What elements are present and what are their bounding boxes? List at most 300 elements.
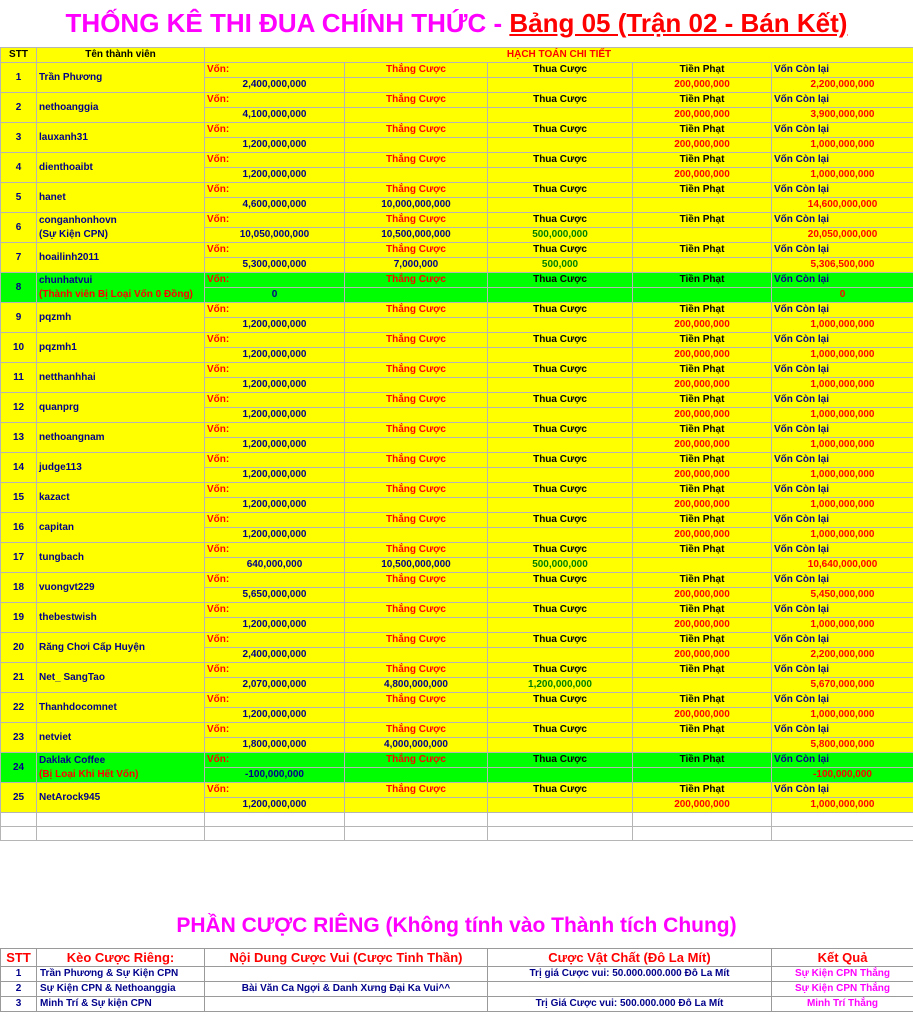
label-capital: Vốn: (205, 603, 345, 618)
label-capital: Vốn: (205, 123, 345, 138)
member-name: netthanhhai (39, 371, 96, 383)
label-loss: Thua Cược (488, 693, 633, 708)
value-capital: 1,200,000,000 (205, 528, 345, 543)
member-label-row (1, 393, 913, 408)
member-stt: 24 (1, 753, 37, 783)
member-label-row (1, 483, 913, 498)
side-bet-material (488, 982, 772, 997)
member-stt: 4 (1, 153, 37, 183)
label-loss: Thua Cược (488, 93, 633, 108)
value-capital: 1,200,000,000 (205, 408, 345, 423)
member-name-cell (37, 273, 205, 303)
label-loss: Thua Cược (488, 123, 633, 138)
member-name-cell (37, 453, 205, 483)
side-bet-content (205, 997, 488, 1012)
value-remaining: -100,000,000 (772, 768, 913, 783)
label-win: Thắng Cược (345, 213, 488, 228)
empty-cell (345, 827, 488, 841)
member-label-row (1, 453, 913, 468)
label-penalty: Tiền Phạt (633, 663, 772, 678)
value-win (345, 318, 488, 333)
value-win (345, 378, 488, 393)
value-penalty: 200,000,000 (633, 378, 772, 393)
label-penalty: Tiền Phạt (633, 123, 772, 138)
member-stt: 11 (1, 363, 37, 393)
side-bet-content: Bài Văn Ca Ngợi & Danh Xưng Đại Ka Vui^^ (205, 982, 488, 997)
value-remaining: 1,000,000,000 (772, 498, 913, 513)
value-loss (488, 738, 633, 753)
member-name-cell (37, 543, 205, 573)
value-win (345, 348, 488, 363)
label-win: Thắng Cược (345, 273, 488, 288)
label-capital: Vốn: (205, 453, 345, 468)
empty-cell (772, 813, 913, 827)
member-label-row (1, 723, 913, 738)
value-loss (488, 648, 633, 663)
label-penalty: Tiền Phạt (633, 753, 772, 768)
empty-cell (205, 827, 345, 841)
value-win (345, 768, 488, 783)
member-name: tungbach (39, 551, 84, 563)
value-capital: 4,600,000,000 (205, 198, 345, 213)
label-remaining: Vốn Còn lại (772, 753, 913, 768)
label-win: Thắng Cược (345, 393, 488, 408)
empty-cell (633, 813, 772, 827)
value-loss (488, 798, 633, 813)
member-name: vuongvt229 (39, 581, 95, 593)
label-win: Thắng Cược (345, 243, 488, 258)
side-bet-stt: 3 (1, 997, 37, 1012)
value-loss (488, 318, 633, 333)
label-remaining: Vốn Còn lại (772, 273, 913, 288)
member-name: hoailinh2011 (39, 251, 100, 263)
value-loss (488, 528, 633, 543)
value-penalty (633, 768, 772, 783)
value-win: 4,800,000,000 (345, 678, 488, 693)
label-capital: Vốn: (205, 423, 345, 438)
label-penalty: Tiền Phạt (633, 453, 772, 468)
side-bet-row (1, 982, 913, 997)
value-loss (488, 498, 633, 513)
label-win: Thắng Cược (345, 513, 488, 528)
member-stt: 3 (1, 123, 37, 153)
value-capital: 5,300,000,000 (205, 258, 345, 273)
side-header-stt: STT (1, 949, 37, 967)
label-loss: Thua Cược (488, 303, 633, 318)
side-bet-result: Sự Kiện CPN Thắng (772, 982, 913, 997)
value-penalty: 200,000,000 (633, 438, 772, 453)
member-stt: 7 (1, 243, 37, 273)
member-name-cell (37, 63, 205, 93)
value-capital: 2,400,000,000 (205, 78, 345, 93)
label-remaining: Vốn Còn lại (772, 483, 913, 498)
member-name-cell (37, 183, 205, 213)
side-bet-pair: Trần Phương & Sự Kiện CPN (37, 967, 205, 982)
empty-cell (1, 827, 37, 841)
header-member-name: Tên thành viên (37, 48, 205, 63)
label-penalty: Tiền Phạt (633, 423, 772, 438)
header-stt: STT (1, 48, 37, 63)
label-win: Thắng Cược (345, 723, 488, 738)
side-bet-stt: 2 (1, 982, 37, 997)
label-penalty: Tiền Phạt (633, 273, 772, 288)
label-penalty: Tiền Phạt (633, 723, 772, 738)
label-remaining: Vốn Còn lại (772, 123, 913, 138)
value-win (345, 408, 488, 423)
value-penalty (633, 288, 772, 303)
member-label-row (1, 783, 913, 798)
value-win (345, 468, 488, 483)
label-penalty: Tiền Phạt (633, 543, 772, 558)
label-penalty: Tiền Phạt (633, 693, 772, 708)
label-win: Thắng Cược (345, 693, 488, 708)
value-remaining: 3,900,000,000 (772, 108, 913, 123)
value-capital: 1,800,000,000 (205, 738, 345, 753)
label-loss: Thua Cược (488, 153, 633, 168)
label-win: Thắng Cược (345, 153, 488, 168)
label-win: Thắng Cược (345, 633, 488, 648)
value-win (345, 438, 488, 453)
member-name: nethoangnam (39, 431, 105, 443)
label-loss: Thua Cược (488, 213, 633, 228)
value-remaining: 1,000,000,000 (772, 318, 913, 333)
label-capital: Vốn: (205, 243, 345, 258)
value-penalty: 200,000,000 (633, 348, 772, 363)
value-remaining: 1,000,000,000 (772, 378, 913, 393)
value-penalty (633, 558, 772, 573)
member-name: conganhonhovn (39, 214, 117, 226)
value-remaining: 2,200,000,000 (772, 648, 913, 663)
member-name: pqzmh (39, 311, 72, 323)
member-name-cell (37, 633, 205, 663)
value-loss (488, 768, 633, 783)
label-capital: Vốn: (205, 153, 345, 168)
label-remaining: Vốn Còn lại (772, 453, 913, 468)
label-remaining: Vốn Còn lại (772, 543, 913, 558)
label-remaining: Vốn Còn lại (772, 423, 913, 438)
member-label-row (1, 753, 913, 768)
member-name-cell (37, 423, 205, 453)
value-loss (488, 108, 633, 123)
member-stt: 1 (1, 63, 37, 93)
label-penalty: Tiền Phạt (633, 93, 772, 108)
value-capital: 5,650,000,000 (205, 588, 345, 603)
value-loss (488, 138, 633, 153)
value-loss (488, 408, 633, 423)
member-name: Thanhdocomnet (39, 701, 117, 713)
member-name: dienthoaibt (39, 161, 93, 173)
empty-cell (633, 827, 772, 841)
member-name-cell (37, 153, 205, 183)
value-remaining: 1,000,000,000 (772, 408, 913, 423)
value-penalty (633, 678, 772, 693)
side-header-result: Kết Quả (772, 949, 913, 967)
label-remaining: Vốn Còn lại (772, 243, 913, 258)
value-penalty: 200,000,000 (633, 408, 772, 423)
value-capital: 0 (205, 288, 345, 303)
member-name-cell (37, 723, 205, 753)
label-penalty: Tiền Phạt (633, 573, 772, 588)
member-label-row (1, 573, 913, 588)
member-name-cell (37, 333, 205, 363)
label-win: Thắng Cược (345, 123, 488, 138)
label-loss: Thua Cược (488, 543, 633, 558)
value-win (345, 528, 488, 543)
value-penalty: 200,000,000 (633, 528, 772, 543)
empty-row (1, 813, 913, 827)
value-penalty: 200,000,000 (633, 138, 772, 153)
label-capital: Vốn: (205, 633, 345, 648)
value-loss (488, 588, 633, 603)
label-remaining: Vốn Còn lại (772, 153, 913, 168)
member-name-cell (37, 783, 205, 813)
value-loss: 500,000,000 (488, 228, 633, 243)
side-bets-title: PHẦN CƯỢC RIÊNG (Không tính vào Thành tích Chung) (0, 906, 913, 946)
label-penalty: Tiền Phạt (633, 633, 772, 648)
value-remaining: 0 (772, 288, 913, 303)
member-stt: 14 (1, 453, 37, 483)
value-penalty: 200,000,000 (633, 708, 772, 723)
member-label-row (1, 183, 913, 198)
label-capital: Vốn: (205, 573, 345, 588)
value-loss (488, 708, 633, 723)
value-win: 10,500,000,000 (345, 558, 488, 573)
side-bet-pair: Minh Trí & Sự kiện CPN (37, 997, 205, 1012)
member-stt: 23 (1, 723, 37, 753)
member-label-row (1, 303, 913, 318)
value-win: 7,000,000 (345, 258, 488, 273)
member-name-cell (37, 303, 205, 333)
member-name-cell (37, 213, 205, 243)
member-stt: 19 (1, 603, 37, 633)
member-stt: 10 (1, 333, 37, 363)
label-capital: Vốn: (205, 273, 345, 288)
label-penalty: Tiền Phạt (633, 63, 772, 78)
label-loss: Thua Cược (488, 393, 633, 408)
label-loss: Thua Cược (488, 423, 633, 438)
label-penalty: Tiền Phạt (633, 153, 772, 168)
label-capital: Vốn: (205, 183, 345, 198)
member-stt: 6 (1, 213, 37, 243)
value-win (345, 168, 488, 183)
label-win: Thắng Cược (345, 573, 488, 588)
member-name: capitan (39, 521, 75, 533)
value-loss: 500,000,000 (488, 558, 633, 573)
value-remaining: 1,000,000,000 (772, 138, 913, 153)
value-capital: 1,200,000,000 (205, 378, 345, 393)
label-penalty: Tiền Phạt (633, 303, 772, 318)
value-remaining: 1,000,000,000 (772, 348, 913, 363)
label-win: Thắng Cược (345, 543, 488, 558)
value-loss (488, 438, 633, 453)
member-label-row (1, 633, 913, 648)
member-stt: 22 (1, 693, 37, 723)
member-name-cell (37, 513, 205, 543)
empty-cell (772, 827, 913, 841)
member-stt: 15 (1, 483, 37, 513)
label-loss: Thua Cược (488, 63, 633, 78)
label-remaining: Vốn Còn lại (772, 213, 913, 228)
value-penalty: 200,000,000 (633, 498, 772, 513)
member-name-cell (37, 363, 205, 393)
empty-cell (488, 813, 633, 827)
label-penalty: Tiền Phạt (633, 393, 772, 408)
label-remaining: Vốn Còn lại (772, 633, 913, 648)
label-capital: Vốn: (205, 393, 345, 408)
label-capital: Vốn: (205, 753, 345, 768)
value-capital: 1,200,000,000 (205, 618, 345, 633)
label-loss: Thua Cược (488, 273, 633, 288)
member-note: (Bị Loại Khi Hết Vốn) (39, 768, 139, 780)
value-remaining: 1,000,000,000 (772, 708, 913, 723)
member-name: hanet (39, 191, 66, 203)
member-label-row (1, 693, 913, 708)
member-name: quanprg (39, 401, 79, 413)
member-label-row (1, 273, 913, 288)
value-remaining: 2,200,000,000 (772, 78, 913, 93)
member-name-cell (37, 603, 205, 633)
member-name: Daklak Coffee (39, 754, 106, 766)
label-win: Thắng Cược (345, 783, 488, 798)
value-capital: 2,070,000,000 (205, 678, 345, 693)
label-capital: Vốn: (205, 723, 345, 738)
value-capital: -100,000,000 (205, 768, 345, 783)
side-bet-pair: Sự Kiện CPN & Nethoanggia (37, 982, 205, 997)
label-remaining: Vốn Còn lại (772, 723, 913, 738)
value-loss (488, 468, 633, 483)
label-remaining: Vốn Còn lại (772, 393, 913, 408)
member-stt: 18 (1, 573, 37, 603)
member-name: pqzmh1 (39, 341, 77, 353)
label-loss: Thua Cược (488, 483, 633, 498)
statistics-table (0, 47, 913, 841)
value-remaining: 5,670,000,000 (772, 678, 913, 693)
label-remaining: Vốn Còn lại (772, 333, 913, 348)
side-bet-row (1, 967, 913, 982)
value-remaining: 1,000,000,000 (772, 438, 913, 453)
member-label-row (1, 663, 913, 678)
member-label-row (1, 93, 913, 108)
value-remaining: 10,640,000,000 (772, 558, 913, 573)
value-remaining: 20,050,000,000 (772, 228, 913, 243)
value-penalty: 200,000,000 (633, 618, 772, 633)
value-win: 10,000,000,000 (345, 198, 488, 213)
value-win: 4,000,000,000 (345, 738, 488, 753)
member-name-cell (37, 93, 205, 123)
side-bet-result: Minh Trí Thắng (772, 997, 913, 1012)
label-loss: Thua Cược (488, 573, 633, 588)
value-capital: 1,200,000,000 (205, 438, 345, 453)
member-stt: 20 (1, 633, 37, 663)
empty-cell (37, 827, 205, 841)
value-penalty (633, 198, 772, 213)
value-win (345, 708, 488, 723)
value-remaining: 1,000,000,000 (772, 168, 913, 183)
value-penalty: 200,000,000 (633, 108, 772, 123)
label-remaining: Vốn Còn lại (772, 183, 913, 198)
label-remaining: Vốn Còn lại (772, 573, 913, 588)
member-name-cell (37, 243, 205, 273)
member-name-cell (37, 753, 205, 783)
label-remaining: Vốn Còn lại (772, 693, 913, 708)
value-penalty: 200,000,000 (633, 318, 772, 333)
value-win (345, 498, 488, 513)
member-stt: 21 (1, 663, 37, 693)
value-loss (488, 198, 633, 213)
member-stt: 2 (1, 93, 37, 123)
value-loss: 1,200,000,000 (488, 678, 633, 693)
label-capital: Vốn: (205, 483, 345, 498)
label-capital: Vốn: (205, 363, 345, 378)
member-name: NetArock945 (39, 791, 101, 803)
empty-cell (345, 813, 488, 827)
label-remaining: Vốn Còn lại (772, 93, 913, 108)
empty-cell (1, 813, 37, 827)
member-label-row (1, 123, 913, 138)
member-label-row (1, 213, 913, 228)
member-name: Răng Chơi Cấp Huyện (39, 641, 146, 653)
label-penalty: Tiền Phạt (633, 183, 772, 198)
member-name: lauxanh31 (39, 131, 88, 143)
value-win (345, 288, 488, 303)
empty-cell (205, 813, 345, 827)
label-capital: Vốn: (205, 513, 345, 528)
label-win: Thắng Cược (345, 303, 488, 318)
value-capital: 1,200,000,000 (205, 708, 345, 723)
value-win (345, 138, 488, 153)
side-bet-result: Sự Kiện CPN Thắng (772, 967, 913, 982)
label-penalty: Tiền Phạt (633, 783, 772, 798)
label-remaining: Vốn Còn lại (772, 783, 913, 798)
value-capital: 1,200,000,000 (205, 798, 345, 813)
value-win (345, 588, 488, 603)
value-capital: 1,200,000,000 (205, 348, 345, 363)
member-label-row (1, 603, 913, 618)
label-loss: Thua Cược (488, 183, 633, 198)
side-bet-row (1, 997, 913, 1012)
value-loss (488, 78, 633, 93)
label-win: Thắng Cược (345, 663, 488, 678)
empty-cell (488, 827, 633, 841)
member-label-row (1, 423, 913, 438)
label-remaining: Vốn Còn lại (772, 513, 913, 528)
value-loss (488, 378, 633, 393)
member-name: chunhatvui (39, 274, 93, 286)
value-win: 10,500,000,000 (345, 228, 488, 243)
member-note: (Sự Kiện CPN) (39, 228, 108, 240)
member-stt: 17 (1, 543, 37, 573)
member-name-cell (37, 663, 205, 693)
title-highlight: Bảng 05 (Trận 02 - Bán Kết) (509, 8, 848, 38)
side-bet-stt: 1 (1, 967, 37, 982)
member-stt: 8 (1, 273, 37, 303)
value-loss (488, 288, 633, 303)
value-penalty (633, 228, 772, 243)
member-name: Net_ SangTao (39, 671, 105, 683)
label-win: Thắng Cược (345, 93, 488, 108)
value-capital: 1,200,000,000 (205, 138, 345, 153)
label-loss: Thua Cược (488, 633, 633, 648)
side-bet-content (205, 967, 488, 982)
member-note: (Thành viên Bị Loại Vốn 0 Đồng) (39, 288, 193, 300)
value-capital: 2,400,000,000 (205, 648, 345, 663)
value-capital: 1,200,000,000 (205, 498, 345, 513)
member-stt: 16 (1, 513, 37, 543)
value-penalty: 200,000,000 (633, 78, 772, 93)
title-prefix: THỐNG KÊ THI ĐUA CHÍNH THỨC - (65, 8, 510, 38)
value-remaining: 1,000,000,000 (772, 468, 913, 483)
value-win (345, 798, 488, 813)
